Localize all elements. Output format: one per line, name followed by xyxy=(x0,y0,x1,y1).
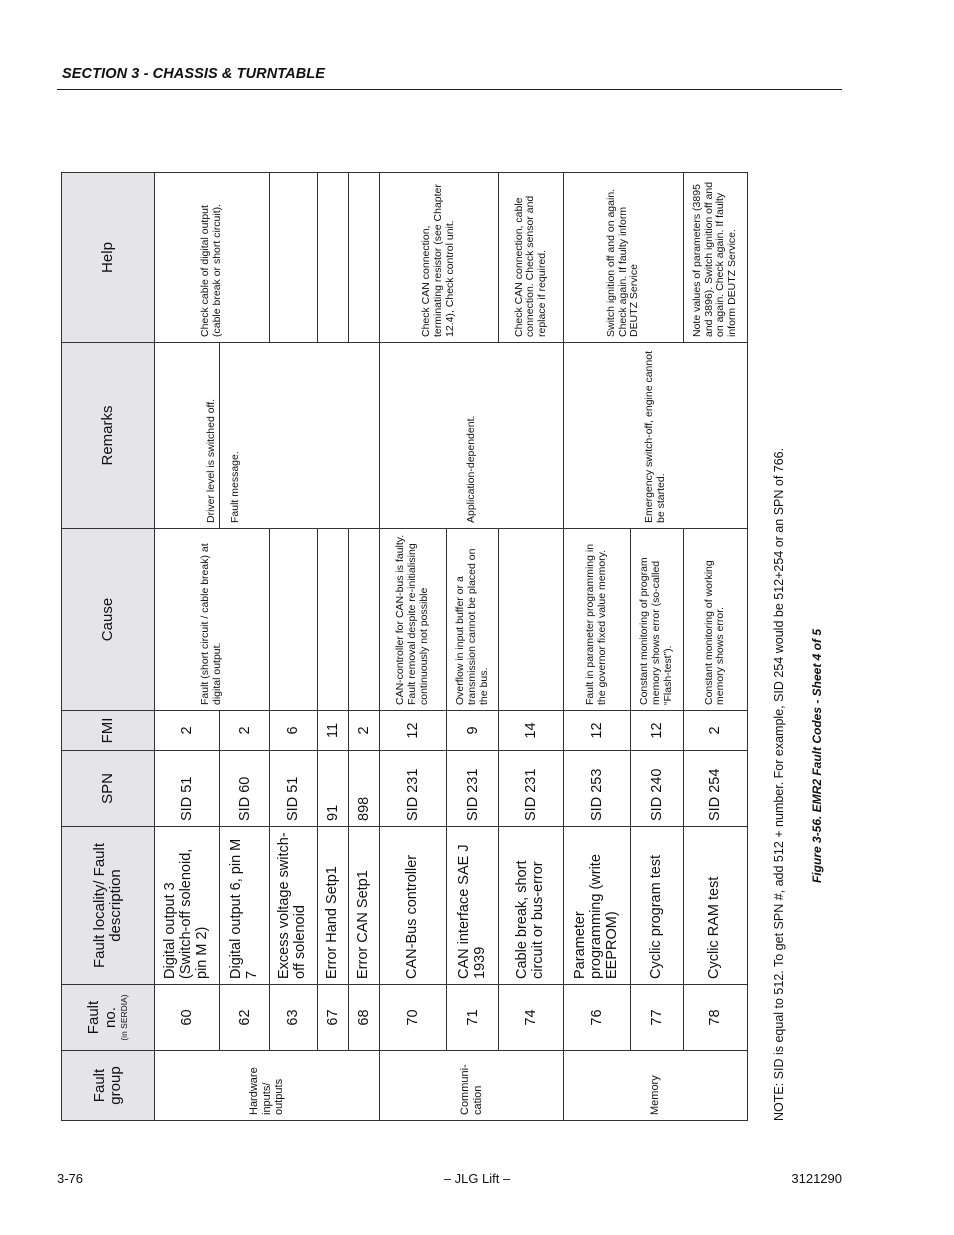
fault-no: 67 xyxy=(317,985,348,1051)
table-row xyxy=(348,173,379,1121)
cause xyxy=(499,529,564,711)
fault-no: 70 xyxy=(379,985,446,1051)
header-fault-group: Fault group xyxy=(62,1051,155,1121)
fault-desc: CAN interface SAE J 1939 xyxy=(447,827,499,985)
cause xyxy=(348,529,379,711)
cause: Constant monitoring of working memory shows error. xyxy=(683,529,747,711)
fmi: 12 xyxy=(630,711,683,751)
group-communication: Communi- cation xyxy=(379,1051,564,1121)
table-row xyxy=(155,173,220,1121)
fmi: 12 xyxy=(564,711,630,751)
table-row xyxy=(564,173,630,1121)
figure-caption: Figure 3-56. EMR2 Fault Codes - Sheet 4 of 5 xyxy=(810,628,824,884)
help: Check cable of digital output (cable break or short circuit). xyxy=(155,173,269,343)
fmi: 2 xyxy=(220,711,269,751)
fmi: 14 xyxy=(499,711,564,751)
fault-desc: Cable break, short circuit or bus-error xyxy=(499,827,564,985)
fault-desc: Cyclic RAM test xyxy=(683,827,747,985)
group-hardware: Hardware inputs/ outputs xyxy=(155,1051,380,1121)
spn: 898 xyxy=(348,751,379,827)
cause: Constant monitoring of program memory shows error (so-called “Flash-test”). xyxy=(630,529,683,711)
remarks: Emergency switch-off, engine cannot be started. xyxy=(564,343,748,529)
fault-desc: Excess voltage switch-off solenoid xyxy=(269,827,317,985)
spn: SID 51 xyxy=(269,751,317,827)
fmi: 12 xyxy=(379,711,446,751)
fault-desc: Error Hand Setp1 xyxy=(317,827,348,985)
spn: SID 231 xyxy=(499,751,564,827)
document-number: 3121290 xyxy=(791,1171,842,1186)
remarks: Driver level is switched off. xyxy=(155,343,220,529)
header-fault-no-sub: (in SERDIA) xyxy=(118,994,129,1041)
fault-no: 76 xyxy=(564,985,630,1051)
fault-desc: Digital output 3 (Switch-off solenoid, pin M 2) xyxy=(155,827,220,985)
fault-no: 68 xyxy=(348,985,379,1051)
spn: SID 253 xyxy=(564,751,630,827)
spn: SID 60 xyxy=(220,751,269,827)
fault-desc: Digital output 6, pin M 7 xyxy=(220,827,269,985)
cause: Fault in parameter programming in the governor fixed value memory. xyxy=(564,529,630,711)
spn: SID 51 xyxy=(155,751,220,827)
cause xyxy=(317,529,348,711)
cause: Fault (short circuit / cable break) at digital output. xyxy=(155,529,269,711)
header-remarks: Remarks xyxy=(62,343,155,529)
help xyxy=(348,173,379,343)
spn: SID 231 xyxy=(379,751,446,827)
spn: SID 254 xyxy=(683,751,747,827)
table-row xyxy=(379,173,446,1121)
fault-desc: Error CAN Setp1 xyxy=(348,827,379,985)
spn: SID 231 xyxy=(447,751,499,827)
fmi: 2 xyxy=(348,711,379,751)
remarks: Fault message. xyxy=(220,343,379,529)
fault-no: 60 xyxy=(155,985,220,1051)
cause: CAN-controller for CAN-bus is faulty. Fault removal despite re-initialising continuously not possible xyxy=(379,529,446,711)
fault-no: 77 xyxy=(630,985,683,1051)
header-fault-desc: Fault locality/ Fault description xyxy=(62,827,155,985)
fault-no: 62 xyxy=(220,985,269,1051)
fault-no: 71 xyxy=(447,985,499,1051)
header-fault-no xyxy=(62,985,155,1051)
table-row xyxy=(269,173,317,1121)
table-row xyxy=(683,173,747,1121)
fault-no: 78 xyxy=(683,985,747,1051)
cause: Overflow in input buffer or a transmission cannot be placed on the bus. xyxy=(447,529,499,711)
section-header: SECTION 3 - CHASSIS & TURNTABLE xyxy=(62,66,326,82)
spn: SID 240 xyxy=(630,751,683,827)
help: Check CAN connection, cable connection. Check sensor and replace if required. xyxy=(499,173,564,343)
spn: 91 xyxy=(317,751,348,827)
table-row xyxy=(499,173,564,1121)
footer-brand: – JLG Lift – xyxy=(443,1171,511,1186)
header-cause: Cause xyxy=(62,529,155,711)
fault-code-table-container xyxy=(61,173,748,1121)
table-row xyxy=(317,173,348,1121)
fault-desc: Parameter programming (write EEPROM) xyxy=(564,827,630,985)
help xyxy=(317,173,348,343)
remarks: Application-dependent. xyxy=(379,343,564,529)
table-header-row xyxy=(62,173,155,1121)
table-note: NOTE: SID is equal to 512. To get SPN #, add 512 + number. For example, SID 254 would be 512+254 or an SPN of 766. xyxy=(772,447,786,1121)
fmi: 2 xyxy=(155,711,220,751)
header-fault-no-label: Fault no. xyxy=(85,1000,119,1035)
fault-no: 74 xyxy=(499,985,564,1051)
fmi: 9 xyxy=(447,711,499,751)
fault-code-table xyxy=(61,172,748,1121)
page-number: 3-76 xyxy=(57,1171,84,1186)
help: Check CAN connection, terminating resistor (see Chapter 12.4), Check control unit. xyxy=(379,173,498,343)
group-memory: Memory xyxy=(564,1051,748,1121)
header-help: Help xyxy=(62,173,155,343)
help: Note values of parameters (3895 and 3896). Switch ignition off and on again. Check again. If faulty inform DEUTZ Service. xyxy=(683,173,747,343)
fmi: 11 xyxy=(317,711,348,751)
help: Switch ignition off and on again. Check again. If faulty inform DEUTZ Service xyxy=(564,173,683,343)
help xyxy=(269,173,317,343)
header-rule xyxy=(57,89,842,90)
fmi: 6 xyxy=(269,711,317,751)
fault-no: 63 xyxy=(269,985,317,1051)
header-spn: SPN xyxy=(62,751,155,827)
header-fmi: FMI xyxy=(62,711,155,751)
fmi: 2 xyxy=(683,711,747,751)
cause xyxy=(269,529,317,711)
fault-desc: CAN-Bus controller xyxy=(379,827,446,985)
fault-desc: Cyclic program test xyxy=(630,827,683,985)
